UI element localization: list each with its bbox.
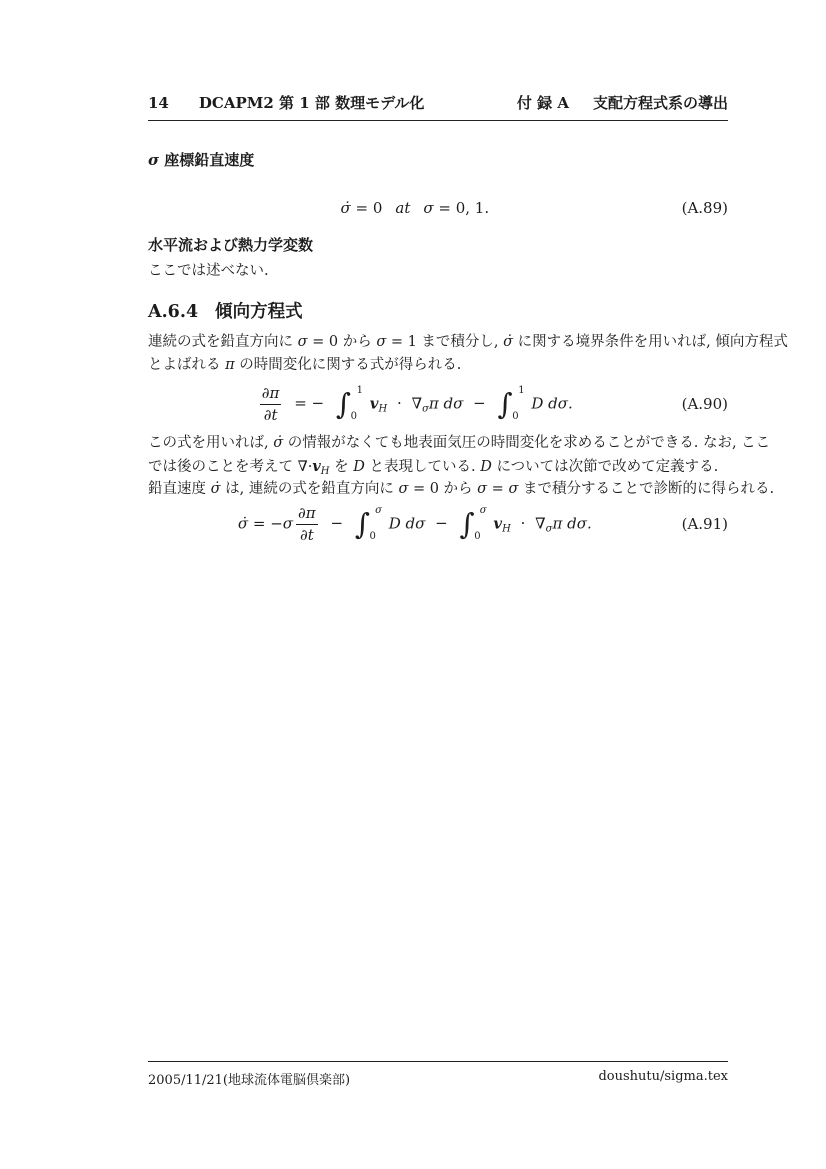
equation-number-a91: (A.91) [681, 515, 728, 533]
section-title: 傾向方程式 [215, 302, 303, 322]
equals-minus: = − [248, 514, 283, 532]
equation-a90 [148, 381, 728, 427]
equation-a91-body [148, 505, 682, 544]
heading-horizontal-flow [148, 234, 313, 255]
integral-lower-limit: 0 [474, 531, 481, 542]
equation-a90-body [148, 385, 682, 424]
nabla-subscript: σ [422, 403, 429, 414]
equation-number-a89: (A.89) [681, 198, 728, 217]
header-left [148, 92, 424, 113]
fraction-numerator: ∂π [261, 383, 280, 402]
fraction-numerator: ∂π [298, 503, 316, 522]
equals-minus: = − [294, 394, 325, 412]
integral-0-sigma [459, 505, 485, 543]
header-appendix-label: 付 録 A [516, 94, 569, 112]
sigma-dot: σ̇ [237, 514, 249, 532]
integral-icon: ∫ [497, 387, 513, 421]
integral-0-1 [336, 385, 362, 423]
footer-date: 2005/11/21(地球流体電脳倶楽部) [148, 1073, 351, 1088]
minus-operator: − [473, 394, 486, 412]
velocity-vector: v [369, 394, 379, 412]
heading-sigma-text: 座標鉛直速度 [164, 151, 255, 169]
section-heading-a64 [148, 298, 303, 323]
fraction-denominator: ∂t [299, 525, 314, 544]
integral-0-1 [498, 385, 524, 423]
dot-operator: · [397, 394, 402, 412]
minus-operator: − [435, 514, 448, 532]
equation-a91 [148, 501, 728, 547]
velocity-subscript: H [502, 523, 511, 534]
nabla-subscript: σ [545, 523, 553, 534]
equation-number-a90: (A.90) [681, 395, 728, 413]
integral-upper-limit: σ [479, 505, 487, 516]
fraction-dpi-dt [296, 505, 318, 544]
heading-sigma-vertical-velocity [148, 149, 254, 170]
nabla-symbol: ∇ [411, 394, 423, 412]
integral-upper-limit: 1 [518, 385, 525, 396]
integral-icon: ∫ [459, 507, 475, 541]
equals-zero: = 0 [350, 198, 383, 217]
paragraph-2 [148, 432, 775, 501]
boundary-values: = 0, 1. [433, 198, 490, 217]
dot-operator: · [520, 514, 526, 532]
fraction-denominator: ∂t [263, 405, 278, 424]
not-described-text: ここでは述べない. [148, 263, 269, 279]
integral-upper-limit: σ [375, 505, 382, 516]
paragraph-line: この式を用いれば, σ̇ の情報がなくても地表面気圧の時間変化を求めることができる. なお, ここ [148, 435, 771, 451]
page-header [148, 92, 728, 121]
integral-icon: ∫ [354, 507, 370, 541]
integral-lower-limit: 0 [369, 531, 376, 542]
equation-a89-body [148, 199, 682, 217]
nabla-symbol: ∇ [535, 514, 546, 532]
sigma-symbol: σ [423, 198, 434, 217]
paragraph-line: 連続の式を鉛直方向に σ = 0 から σ = 1 まで積分し, σ̇ に関する境界条件を用いれば, 傾向方程式 [148, 334, 788, 350]
pi-dsigma: π dσ. [552, 514, 592, 532]
sigma-coefficient: σ [282, 514, 294, 532]
velocity-vector: v [493, 514, 503, 532]
at-word: at [395, 198, 411, 217]
paragraph-line: とよばれる π の時間変化に関する式が得られる. [148, 357, 462, 373]
page-number: 14 [148, 94, 169, 112]
fraction-dpi-dt [260, 385, 282, 424]
page-footer [148, 1061, 728, 1088]
sigma-symbol: σ [148, 151, 160, 169]
divergence-dsigma: D dσ [388, 514, 426, 532]
minus-operator: − [330, 514, 344, 532]
sigma-dot: σ̇ [340, 198, 351, 217]
integral-icon: ∫ [335, 387, 351, 421]
divergence-dsigma: D dσ. [531, 394, 573, 412]
integral-lower-limit: 0 [350, 411, 357, 422]
header-appendix-title: 支配方程式系の導出 [592, 94, 728, 112]
velocity-subscript: H [378, 403, 388, 414]
integral-0-sigma [355, 505, 381, 543]
integral-upper-limit: 1 [356, 385, 363, 396]
header-right [517, 92, 728, 113]
paragraph-1 [148, 331, 788, 377]
paragraph-line: 鉛直速度 σ̇ は, 連続の式を鉛直方向に σ = 0 から σ = σ まで積分することで診断的に得られる. [148, 481, 775, 497]
paragraph-line: では後のことを考えて $\nabla\cdot v_H$ を D と表現している. D については次節で改めて定義する. [148, 458, 719, 477]
header-left-title: DCAPM2 第 1 部 数理モデル化 [198, 94, 425, 112]
pi-dsigma: π dσ [428, 394, 464, 412]
section-number: A.6.4 [148, 302, 199, 322]
heading-flow-text: 水平流および熱力学変数 [148, 236, 314, 254]
equation-a89 [148, 195, 728, 220]
integral-lower-limit: 0 [512, 411, 519, 422]
footer-filename: doushutu/sigma.tex [598, 1069, 728, 1084]
